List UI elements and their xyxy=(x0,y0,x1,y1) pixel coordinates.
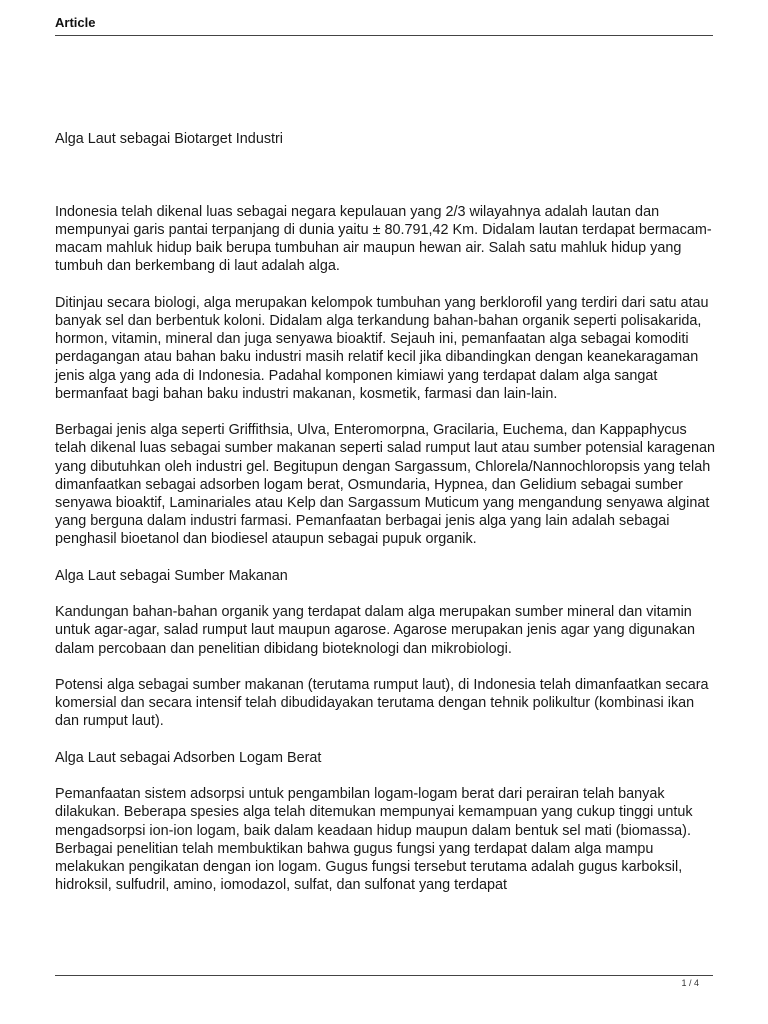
header-divider xyxy=(55,35,713,36)
heading-heavy-metal-adsorbent: Alga Laut sebagai Adsorben Logam Berat xyxy=(55,749,322,766)
article-body xyxy=(55,130,715,913)
header-article-label: Article xyxy=(55,15,96,30)
page-number: 1 / 4 xyxy=(681,978,699,988)
article-title: Alga Laut sebagai Biotarget Industri xyxy=(55,131,284,147)
paragraph-species: Berbagai jenis alga seperti Griffithsia, Ulva, Enteromorpna, Gracilaria, Euchema, dan Kappaphycus telah dikenal luas sebagai sumber makanan seperti salad rumput laut atau sumber potensial karagenan yang dibutuhkan oleh industri gel. Begitupun dengan Sargassum, Chlorela/Nannochloropsis yang telah dimanfaatkan sebagai adsorben logam berat, Osmundaria, Hypnea, dan Gelidium sebagai sumber senyawa bioaktif, Laminariales atau Kelp dan Sargassum Muticum yang mengandung senyawa alginat yang berguna dalam industri farmasi. Pemanfaatan berbagai jenis alga yang lain adalah sebagai penghasil bioetanol dan biodiesel ataupun sebagai pupuk organik. xyxy=(55,422,715,548)
paragraph-biology: Ditinjau secara biologi, alga merupakan kelompok tumbuhan yang berklorofil yang terdiri dari satu atau banyak sel dan berbentuk koloni. Didalam alga terkandung bahan-bahan organik seperti polisakarida, hormon, vitamin, mineral dan juga senyawa bioaktif. Sejauh ini, pemanfaatan alga sebagai komoditi perdagangan atau bahan baku industri masih relatif kecil jika dibandingkan dengan keanekaragaman jenis alga yang ada di Indonesia. Padahal komponen kimiawi yang terdapat dalam alga sangat bermanfaat bagi bahan baku industri makanan, kosmetik, farmasi dan lain-lain. xyxy=(55,294,709,402)
paragraph-adsorption: Pemanfaatan sistem adsorpsi untuk pengambilan logam-logam berat dari perairan telah banyak dilakukan. Beberapa spesies alga telah ditemukan mempunyai kemampuan yang cukup tinggi untuk mengadsorpsi ion-ion logam, baik dalam keadaan hidup maupun dalam bentuk sel mati (biomassa). Berbagai penelitian telah membuktikan bahwa gugus fungsi yang terdapat dalam alga mampu melakukan pengikatan dengan ion logam. Gugus fungsi tersebut terutama adalah gugus karboksil, hidroksil, sulfudril, amino, iomodazol, sulfat, dan sulfonat yang terdapat xyxy=(55,786,693,894)
paragraph-food-potential: Potensi alga sebagai sumber makanan (terutama rumput laut), di Indonesia telah dimanfaatkan secara komersial dan secara intensif telah dibudidayakan terutama dengan tehnik polikultur (kombinasi ikan dan rumput laut). xyxy=(55,677,709,730)
paragraph-intro: Indonesia telah dikenal luas sebagai negara kepulauan yang 2/3 wilayahnya adalah lautan dan mempunyai garis pantai terpanjang di dunia yaitu ± 80.791,42 Km. Didalam lautan terdapat bermacam-macam mahluk hidup baik berupa tumbuhan air maupun hewan air. Salah satu mahluk hidup yang tumbuh dan berkembang di laut adalah alga. xyxy=(55,203,712,275)
paragraph-organic-content: Kandungan bahan-bahan organik yang terdapat dalam alga merupakan sumber mineral dan vitamin untuk agar-agar, salad rumput laut maupun agarose. Agarose merupakan jenis agar yang digunakan dalam percobaan dan penelitian dibidang bioteknologi dan mikrobiologi. xyxy=(55,604,696,657)
heading-food-source: Alga Laut sebagai Sumber Makanan xyxy=(55,567,288,584)
footer-divider xyxy=(55,975,713,976)
